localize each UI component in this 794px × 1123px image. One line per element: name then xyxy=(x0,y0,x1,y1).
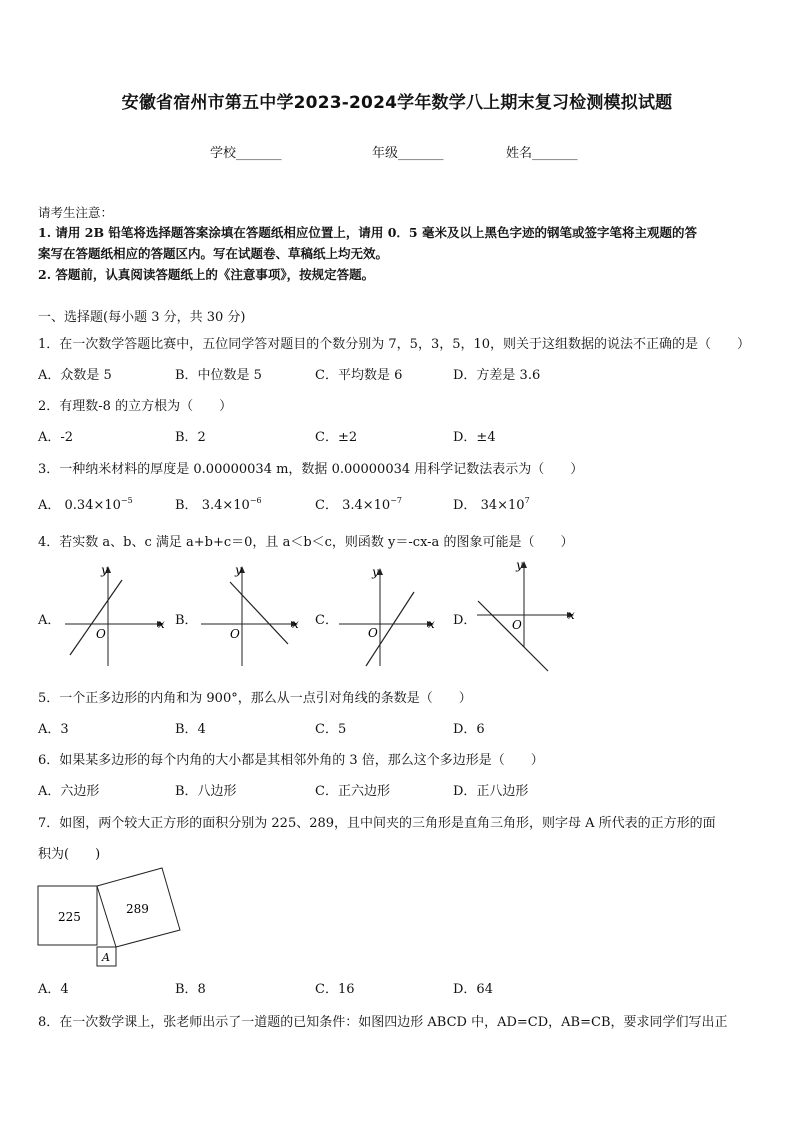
q1-option-b: B．中位数是 5 xyxy=(175,368,262,383)
notice-line-1b: 案写在答题纸相应的答题区内。写在试题卷、草稿纸上均无效。 xyxy=(38,246,389,261)
square-289-label: 289 xyxy=(126,902,149,916)
q5-option-a: A．3 xyxy=(38,722,69,737)
grade-field: 年级_______ xyxy=(372,146,444,161)
school-field: 学校_______ xyxy=(210,146,282,161)
y-axis-label: y xyxy=(235,563,242,577)
y-axis-label: y xyxy=(372,565,379,579)
q8-stem: 8．在一次数学课上，张老师出示了一道题的已知条件：如图四边形 ABCD 中，AD=CD，AB=CB，要求同学们写出正 xyxy=(38,1015,728,1030)
q7-stem-line-2: 积为( ) xyxy=(38,847,101,862)
q1-option-c: C．平均数是 6 xyxy=(315,368,403,383)
notice-heading: 请考生注意： xyxy=(38,205,114,220)
page-title: 安徽省宿州市第五中学2023-2024学年数学八上期末复习检测模拟试题 xyxy=(121,93,673,113)
q6-option-d: D．正八边形 xyxy=(453,784,529,799)
q3-option-a: A． $0.34\times 10^{-5}$ xyxy=(38,496,133,513)
q3-option-b: B． $3.4\times 10^{-6}$ xyxy=(175,496,262,513)
name-field: 姓名_______ xyxy=(506,146,578,161)
q3-option-c: C． $3.4\times 10^{-7}$ xyxy=(315,496,402,513)
q2-option-a: A．-2 xyxy=(38,430,74,445)
q6-stem: 6．如果某多边形的每个内角的大小都是其相邻外角的 3 倍，那么这个多边形是（ ） xyxy=(38,753,544,768)
q1-stem: 1．在一次数学答题比赛中，五位同学答对题目的个数分别为 7，5，3，5，10，则关于这组数据的说法不正确的是（ ） xyxy=(38,337,751,352)
q3-stem: 3．一种纳米材料的厚度是 0.00000034 m，数据 0.00000034 用科学记数法表示为（ ） xyxy=(38,462,584,477)
origin-label: O xyxy=(512,618,522,632)
q5-option-d: D．6 xyxy=(453,722,485,737)
q4-option-d: D． xyxy=(453,613,477,628)
q1-option-a: A．众数是 5 xyxy=(38,368,112,383)
q4-graph-d xyxy=(472,555,582,673)
y-axis-label: y xyxy=(101,563,108,577)
section-heading: 一、选择题(每小题 3 分，共 30 分) xyxy=(38,310,246,325)
x-axis-label: x xyxy=(568,608,575,622)
q6-option-c: C．正六边形 xyxy=(315,784,390,799)
origin-label: O xyxy=(230,627,240,641)
q7-option-c: C．16 xyxy=(315,982,355,997)
q5-option-b: B．4 xyxy=(175,722,206,737)
q5-stem: 5．一个正多边形的内角和为 900°，那么从一点引对角线的条数是（ ） xyxy=(38,691,472,706)
q4-option-b: B． xyxy=(175,613,198,628)
x-axis-label: x xyxy=(428,617,435,631)
notice-line-1a: 1. 请用 2B 铅笔将选择题答案涂填在答题纸相应位置上，请用 0．5 毫米及以上黑色字迹的钢笔或签字笔将主观题的答 xyxy=(38,225,697,240)
q4-graph-b xyxy=(196,560,306,670)
q6-option-a: A．六边形 xyxy=(38,784,100,799)
origin-label: O xyxy=(368,626,378,640)
q4-option-a: A． xyxy=(38,613,61,628)
q4-graph-a xyxy=(60,560,170,670)
q4-stem: 4．若实数 a、b、c 满足 a+b+c＝0，且 a＜b＜c，则函数 y＝-cx-a 的图象可能是（ ） xyxy=(38,535,574,550)
q7-option-a: A．4 xyxy=(38,982,69,997)
q7-stem-line-1: 7．如图，两个较大正方形的面积分别为 225、289，且中间夹的三角形是直角三角形，则字母 A 所代表的正方形的面 xyxy=(38,816,716,831)
origin-label: O xyxy=(96,627,106,641)
q5-option-c: C．5 xyxy=(315,722,347,737)
x-axis-label: x xyxy=(292,617,299,631)
x-axis-label: x xyxy=(158,617,165,631)
q2-option-d: D．±4 xyxy=(453,430,496,445)
q1-option-d: D．方差是 3.6 xyxy=(453,368,541,383)
q4-graph-c xyxy=(334,560,444,670)
q7-option-d: D．64 xyxy=(453,982,493,997)
notice-line-2: 2. 答题前，认真阅读答题纸上的《注意事项》，按规定答题。 xyxy=(38,267,375,282)
q6-option-b: B．八边形 xyxy=(175,784,237,799)
y-axis-label: y xyxy=(516,558,523,572)
square-225-label: 225 xyxy=(58,910,81,924)
q2-option-b: B．2 xyxy=(175,430,206,445)
q3-option-d: D． $34\times 10^7$ xyxy=(453,496,530,513)
q2-option-c: C．±2 xyxy=(315,430,358,445)
q7-option-b: B．8 xyxy=(175,982,206,997)
q4-option-c: C． xyxy=(315,613,338,628)
q7-squares-figure xyxy=(34,862,184,970)
square-a-label: A xyxy=(102,951,110,964)
q2-stem: 2．有理数-8 的立方根为（ ） xyxy=(38,399,233,414)
